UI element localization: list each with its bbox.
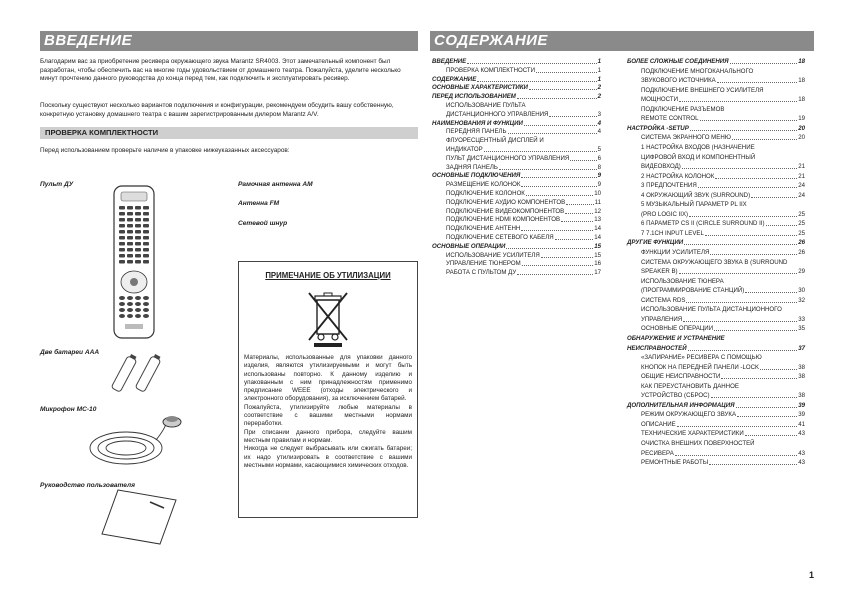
toc-entry[interactable] bbox=[446, 190, 601, 198]
toc-section-heading[interactable] bbox=[627, 239, 805, 247]
toc-leader-dots bbox=[737, 416, 797, 417]
toc-entry[interactable] bbox=[641, 373, 805, 381]
intro-paragraph-2: Поскольку существуют несколько вариантов подключения и конфигурации, рекомендуем обсудить вашу собственную, конкретную установку домашнего театра с вашим зарегистрированным дилером Marantz A/V. bbox=[40, 102, 394, 118]
toc-page-number: 20 bbox=[798, 134, 805, 142]
toc-entry-title: ДРУГИЕ ФУНКЦИИ bbox=[627, 239, 684, 247]
toc-page-number: 43 bbox=[798, 449, 805, 457]
accessory-remote-label: Пульт ДУ bbox=[40, 181, 74, 188]
toc-entry[interactable] bbox=[641, 316, 805, 324]
toc-leader-dots bbox=[686, 302, 797, 303]
toc-section-heading[interactable] bbox=[432, 84, 601, 92]
toc-entry[interactable]: КАК ПЕРЕУСТАНОВИТЬ ДАННОЕ bbox=[641, 382, 739, 390]
toc-entry-title: НЕИСПРАВНОСТЕЙ bbox=[627, 344, 687, 352]
toc-page-number: 8 bbox=[597, 163, 601, 171]
toc-leader-dots bbox=[477, 81, 596, 82]
intro-banner: ВВЕДЕНИЕ bbox=[40, 31, 418, 51]
toc-entry-title: ДОПОЛНИТЕЛЬНАЯ ИНФОРМАЦИЯ bbox=[627, 401, 735, 409]
toc-page-number: 30 bbox=[798, 287, 805, 295]
toc-leader-dots bbox=[698, 187, 797, 188]
toc-section-heading[interactable] bbox=[432, 76, 601, 84]
toc-leader-dots bbox=[721, 378, 797, 379]
toc-entry[interactable]: СИСТЕМА ОКРУЖАЮЩЕГО ЗВУКА В (SURROUND bbox=[641, 258, 788, 266]
toc-page-number: 12 bbox=[594, 207, 601, 215]
toc-leader-dots bbox=[561, 221, 593, 222]
toc-leader-dots bbox=[715, 178, 797, 179]
toc-entry[interactable]: ФЛУОРЕСЦЕНТНЫЙ ДИСПЛЕЙ И bbox=[446, 137, 544, 145]
toc-entry-title: ОСНОВНЫЕ ОПЕРАЦИИ bbox=[641, 325, 714, 333]
toc-leader-dots bbox=[732, 139, 797, 140]
toc-entry-title: ПОДКЛЮЧЕНИЕ ВИДЕОКОМПОНЕНТОВ bbox=[446, 207, 565, 215]
toc-leader-dots bbox=[522, 265, 594, 266]
toc-leader-dots bbox=[760, 369, 797, 370]
toc-page-number: 16 bbox=[594, 260, 601, 268]
toc-entry-title: ПОДКЛЮЧЕНИЕ АНТЕНН bbox=[446, 225, 521, 233]
toc-entry-title: УПРАВЛЕНИЕ ТЮНЕРОМ bbox=[446, 260, 521, 268]
disposal-note-text bbox=[244, 354, 412, 470]
toc-entry-title: ПОДКЛЮЧЕНИЕ СЕТЕВОГО КАБЕЛЯ bbox=[446, 234, 554, 241]
toc-page-number: 15 bbox=[594, 251, 601, 259]
toc-entry[interactable] bbox=[641, 287, 805, 295]
toc-page-number: 26 bbox=[798, 239, 805, 247]
toc-leader-dots bbox=[675, 455, 797, 456]
toc-entry-title: ОПИСАНИЕ bbox=[641, 420, 676, 428]
toc-entry-title: (ПРОГРАММИРОВАНИЕ СТАНЦИЙ) bbox=[641, 287, 745, 295]
toc-page-number: 43 bbox=[798, 459, 805, 467]
toc-page-number: 29 bbox=[798, 268, 805, 276]
toc-entry[interactable] bbox=[641, 411, 805, 419]
toc-entry[interactable] bbox=[641, 421, 805, 429]
accessory-cord-label: Сетевой шнур bbox=[238, 220, 288, 227]
toc-entry-title: ВВЕДЕНИЕ bbox=[432, 58, 467, 65]
toc-entry[interactable] bbox=[641, 430, 805, 438]
toc-leader-dots bbox=[751, 197, 797, 198]
toc-page-number: 14 bbox=[594, 225, 601, 233]
toc-entry-title: ФУНКЦИИ УСИЛИТЕЛЯ bbox=[641, 249, 710, 256]
toc-entry-title: ЗАДНЯЯ ПАНЕЛЬ bbox=[446, 163, 498, 171]
toc-leader-dots bbox=[536, 72, 597, 73]
toc-entry[interactable] bbox=[641, 392, 805, 400]
accessory-am-label: Рамочная антенна AM bbox=[238, 181, 313, 188]
toc-entry-title: ПЕРЕД ИСПОЛЬЗОВАНИЕМ bbox=[432, 93, 516, 101]
toc-page-number: 4 bbox=[597, 128, 601, 136]
toc-page-number: 43 bbox=[798, 430, 805, 438]
toc-entry-title: НАСТРОЙКА -SETUP bbox=[627, 124, 689, 132]
toc-section-heading[interactable] bbox=[627, 402, 805, 410]
toc-page-number: 21 bbox=[798, 172, 805, 180]
toc-page-number: 15 bbox=[594, 242, 601, 250]
check-heading: ПРОВЕРКА КОМПЛЕКТНОСТИ bbox=[40, 127, 418, 139]
toc-leader-dots bbox=[508, 133, 597, 134]
toc-page-number: 21 bbox=[798, 163, 805, 171]
toc-entry-title: ИНДИКАТОР bbox=[446, 146, 483, 153]
toc-entry-title: SPEAKER B) bbox=[641, 268, 678, 276]
toc-entry[interactable] bbox=[446, 234, 601, 242]
note-paragraph: При списании данного прибора, следуйте вашим местным правилам и нормам. bbox=[244, 428, 412, 444]
toc-leader-dots bbox=[688, 350, 798, 351]
toc-entry[interactable] bbox=[641, 325, 805, 333]
toc-entry[interactable] bbox=[446, 260, 601, 268]
toc-entry-title: СИСТЕМА RDS bbox=[641, 296, 686, 304]
note-paragraph: Пожалуйста, утилизируйте любые материалы в соответствие с вашими местными нормами переработки. bbox=[244, 403, 412, 428]
toc-page-number: 1 bbox=[597, 75, 601, 83]
toc-entry-title: РАБОТА С ПУЛЬТОМ ДУ bbox=[446, 269, 517, 277]
toc-entry-title: ПОДКЛЮЧЕНИЕ HDMI КОМПОНЕНТОВ bbox=[446, 216, 561, 224]
toc-leader-dots bbox=[679, 273, 798, 274]
toc-entry[interactable]: 1 НАСТРОЙКА ВХОДОВ (НАЗНАЧЕНИЕ bbox=[641, 143, 755, 151]
toc-page-number: 18 bbox=[798, 77, 805, 85]
toc-leader-dots bbox=[705, 235, 797, 236]
toc-page-number: 25 bbox=[798, 229, 805, 237]
toc-entry-title: ПРОВЕРКА КОМПЛЕКТНОСТИ bbox=[446, 66, 536, 74]
toc-leader-dots bbox=[565, 213, 593, 214]
toc-entry[interactable] bbox=[641, 459, 805, 467]
toc-page-number: 9 bbox=[597, 181, 601, 189]
toc-page-number: 10 bbox=[594, 190, 601, 197]
toc-section-heading[interactable] bbox=[432, 172, 601, 180]
toc-leader-dots bbox=[714, 330, 797, 331]
toc-entry[interactable] bbox=[641, 364, 805, 372]
toc-leader-dots bbox=[541, 257, 593, 258]
toc-entry-title: СИСТЕМА ЭКРАННОГО МЕНЮ bbox=[641, 134, 731, 142]
toc-entry[interactable] bbox=[446, 128, 601, 136]
toc-entry[interactable] bbox=[641, 220, 805, 228]
note-paragraph: Материалы, использованные для упаковки данного изделия, являются утилизируемыми и могут быть использованы повторно. К данному изделию и упакованным с ним принадлежностям применимо предписание WEEE (отходы электрического и электронного оборудования), за исключением батарей. bbox=[244, 354, 412, 403]
toc-leader-dots bbox=[677, 426, 798, 427]
toc-leader-dots bbox=[684, 244, 797, 245]
toc-entry[interactable]: 5 МУЗЫКАЛЬНЫЙ ПАРАМЕТР PL IIX bbox=[641, 201, 747, 209]
toc-leader-dots bbox=[555, 239, 594, 240]
toc-page-number: 18 bbox=[798, 58, 805, 65]
toc-entry[interactable] bbox=[641, 297, 805, 305]
toc-entry-title: БОЛЕЕ СЛОЖНЫЕ СОЕДИНЕНИЯ bbox=[627, 58, 729, 65]
toc-section-heading[interactable] bbox=[432, 120, 601, 128]
toc-page-number: 2 bbox=[597, 93, 601, 101]
toc-entry-title: РЕСИВЕРА bbox=[641, 449, 674, 457]
toc-entry-title: ДИСТАНЦИОННОГО УПРАВЛЕНИЯ bbox=[446, 110, 549, 118]
toc-entry-title: (PRO LOGIC IIX) bbox=[641, 210, 689, 218]
toc-entry-title: УСТРОЙСТВО (СБРОС) bbox=[641, 392, 710, 400]
toc-leader-dots bbox=[526, 195, 593, 196]
toc-entry-title: ТЕХНИЧЕСКИЕ ХАРАКТЕРИСТИКИ bbox=[641, 430, 744, 438]
toc-section-heading[interactable] bbox=[432, 93, 601, 101]
toc-section-heading[interactable] bbox=[627, 58, 805, 66]
toc-leader-dots bbox=[682, 168, 797, 169]
toc-entry[interactable] bbox=[446, 164, 601, 172]
toc-entry-title: МОЩНОСТИ bbox=[641, 96, 678, 104]
toc-entry-title: ИСПОЛЬЗОВАНИЕ УСИЛИТЕЛЯ bbox=[446, 251, 540, 259]
toc-entry-title: ОСНОВНЫЕ ОПЕРАЦИИ bbox=[432, 242, 506, 250]
toc-page-number: 5 bbox=[597, 146, 601, 153]
toc-entry-title: ОСНОВНЫЕ ХАРАКТЕРИСТИКИ bbox=[432, 84, 528, 92]
disposal-note-title: ПРИМЕЧАНИЕ ОБ УТИЛИЗАЦИИ bbox=[265, 271, 391, 280]
toc-leader-dots bbox=[529, 89, 597, 90]
toc-page-number: 6 bbox=[597, 154, 601, 162]
toc-leader-dots bbox=[467, 63, 596, 64]
toc-entry-title: 3 ПРЕДПОЧТЕНИЯ bbox=[641, 182, 697, 190]
toc-leader-dots bbox=[521, 230, 593, 231]
toc-entry[interactable]: ОЧИСТКА ВНЕШНИХ ПОВЕРХНОСТЕЙ bbox=[641, 440, 755, 447]
toc-entry[interactable]: ПОДКЛЮЧЕНИЕ МНОГОКАНАЛЬНОГО bbox=[641, 67, 754, 75]
toc-entry-title: ПУЛЬТ ДИСТАНЦИОННОГО УПРАВЛЕНИЯ bbox=[446, 154, 570, 162]
toc-page-number: 1 bbox=[597, 66, 601, 74]
toc-entry-title: ВИДЕОВХОД) bbox=[641, 163, 681, 171]
toc-section-heading[interactable] bbox=[432, 243, 601, 251]
microphone-illustration bbox=[86, 410, 186, 472]
weee-bin-icon bbox=[306, 290, 350, 348]
toc-entry-title: REMOTE CONTROL bbox=[641, 115, 699, 123]
toc-leader-dots bbox=[549, 116, 596, 117]
toc-page-number: 17 bbox=[594, 269, 601, 277]
toc-entry[interactable] bbox=[641, 163, 805, 171]
toc-entry[interactable] bbox=[641, 268, 805, 276]
accessory-mic-label: Микрофон MC-10 bbox=[40, 406, 97, 413]
toc-entry[interactable]: ИСПОЛЬЗОВАНИЕ ТЮНЕРА bbox=[641, 277, 724, 285]
toc-entry[interactable] bbox=[641, 77, 805, 85]
toc-page-number: 25 bbox=[798, 220, 805, 228]
toc-entry-title: СОДЕРЖАНИЕ bbox=[432, 75, 477, 83]
toc-page-number: 4 bbox=[597, 119, 601, 127]
toc-entry[interactable] bbox=[446, 67, 601, 75]
toc-leader-dots bbox=[521, 186, 596, 187]
toc-entry[interactable]: «ЗАПИРАНИЕ» РЕСИВЕРА С ПОМОЩЬЮ bbox=[641, 354, 762, 362]
toc-page-number: 38 bbox=[798, 392, 805, 400]
toc-page-number: 32 bbox=[798, 296, 805, 304]
toc-entry[interactable] bbox=[446, 216, 601, 224]
toc-leader-dots bbox=[499, 169, 597, 170]
toc-leader-dots bbox=[524, 125, 597, 126]
toc-section-heading[interactable] bbox=[432, 58, 601, 66]
toc-page-number: 24 bbox=[798, 191, 805, 199]
accessory-manual-label: Руководство пользователя bbox=[40, 482, 136, 489]
toc-page-number: 1 bbox=[597, 58, 601, 65]
intro-paragraph: Благодарим вас за приобретение ресивера окружающего звука Marantz SR4003. Этот замечательный компонент был разработан, чтобы обеспечить вас на многие годы удовольствием от домашнего театра. Пожалуйста, уделите несколько минут прочтению данного руководства до конца перед тем, как подключить и эксплуатировать ресивер. bbox=[40, 58, 401, 83]
toc-leader-dots bbox=[683, 321, 797, 322]
toc-entry-title: ОСНОВНЫЕ ПОДКЛЮЧЕНИЯ bbox=[432, 172, 521, 180]
toc-leader-dots bbox=[506, 248, 593, 249]
toc-leader-dots bbox=[736, 407, 798, 408]
toc-leader-dots bbox=[745, 435, 798, 436]
toc-entry-title: ЗВУКОВОГО ИСТОЧНИКА bbox=[641, 77, 716, 85]
toc-section-heading[interactable] bbox=[627, 125, 805, 133]
toc-leader-dots bbox=[711, 397, 798, 398]
toc-page-number: 13 bbox=[594, 216, 601, 224]
accessory-batteries-label: Две батареи AAA bbox=[40, 349, 100, 356]
note-paragraph: Никогда не следует выбрасывать или сжигать батареи; их надо утилизировать в соответствие с вашими местными нормами, касающимися химических отходов. bbox=[244, 445, 412, 469]
toc-leader-dots bbox=[570, 160, 596, 161]
toc-entry[interactable]: ПОДКЛЮЧЕНИЕ РАЗЪЕМОВ bbox=[641, 105, 725, 113]
toc-entry[interactable] bbox=[641, 173, 805, 181]
toc-leader-dots bbox=[521, 177, 596, 178]
toc-page-number: 9 bbox=[597, 172, 601, 180]
toc-page-number: 33 bbox=[798, 315, 805, 323]
toc-page-number: 38 bbox=[798, 363, 805, 371]
toc-page-number: 11 bbox=[594, 198, 601, 206]
disposal-note-box bbox=[238, 261, 418, 518]
toc-page-number: 39 bbox=[798, 401, 805, 409]
batteries-illustration bbox=[108, 352, 168, 396]
toc-entry-title: 2 НАСТРОЙКА КОЛОНОК bbox=[641, 172, 715, 180]
toc-entry-title: РАЗМЕЩЕНИЕ КОЛОНОК bbox=[446, 181, 521, 189]
toc-leader-dots bbox=[717, 82, 798, 83]
toc-entry[interactable] bbox=[641, 230, 805, 238]
toc-entry[interactable] bbox=[446, 269, 601, 277]
toc-leader-dots bbox=[766, 225, 798, 226]
toc-leader-dots bbox=[730, 63, 798, 64]
toc-page-number: 18 bbox=[798, 96, 805, 104]
toc-page-number: 38 bbox=[798, 373, 805, 381]
toc-entry-title: НАИМЕНОВАНИЯ И ФУНКЦИИ bbox=[432, 119, 523, 127]
remote-control-illustration bbox=[112, 184, 156, 340]
toc-leader-dots bbox=[710, 254, 797, 255]
toc-leader-dots bbox=[566, 204, 594, 205]
toc-entry[interactable] bbox=[446, 225, 601, 233]
toc-entry[interactable] bbox=[641, 96, 805, 104]
toc-entry[interactable] bbox=[641, 115, 805, 123]
toc-entry-title: ПЕРЕДНЯЯ ПАНЕЛЬ bbox=[446, 128, 507, 136]
toc-page-number: 41 bbox=[798, 420, 805, 428]
toc-page-number: 3 bbox=[597, 110, 601, 118]
toc-page-number: 14 bbox=[594, 234, 601, 241]
toc-entry[interactable]: ЦИФРОВОЙ ВХОД И КОМПОНЕНТНЫЙ bbox=[641, 153, 756, 161]
toc-entry[interactable] bbox=[641, 249, 805, 257]
toc-page-number: 39 bbox=[798, 411, 805, 419]
toc-banner: СОДЕРЖАНИЕ bbox=[430, 31, 814, 51]
accessory-fm-label: Антенна FM bbox=[238, 200, 280, 207]
toc-entry[interactable] bbox=[641, 192, 805, 200]
toc-entry-title: КНОПОК НА ПЕРЕДНЕЙ ПАНЕЛИ -LOCK bbox=[641, 363, 760, 371]
toc-entry[interactable] bbox=[446, 111, 601, 119]
toc-entry-title: ПОДКЛЮЧЕНИЕ АУДИО КОМПОНЕНТОВ bbox=[446, 198, 566, 206]
toc-entry[interactable] bbox=[446, 199, 601, 207]
toc-page-number: 37 bbox=[798, 344, 805, 352]
toc-leader-dots bbox=[517, 98, 597, 99]
toc-entry[interactable] bbox=[641, 134, 805, 142]
toc-entry[interactable]: ПОДКЛЮЧЕНИЕ ВНЕШНЕГО УСИЛИТЕЛЯ bbox=[641, 86, 764, 94]
toc-section-heading[interactable]: ОБНАРУЖЕНИЕ И УСТРАНЕНИЕ bbox=[627, 334, 725, 342]
toc-entry-title: 7 7.1CH INPUT LEVEL bbox=[641, 229, 704, 237]
toc-entry-title: 4 ОКРУЖАЮЩИЙ ЗВУК (SURROUND) bbox=[641, 191, 751, 199]
toc-entry[interactable] bbox=[446, 208, 601, 216]
toc-entry-title: ОБЩИЕ НЕИСПРАВНОСТИ bbox=[641, 373, 721, 381]
page-number: 1 bbox=[808, 570, 814, 580]
toc-entry-title: 6 ПАРАМЕТР CS II (CIRCLE SURROUND II) bbox=[641, 220, 765, 228]
manual-illustration bbox=[100, 488, 178, 546]
toc-entry[interactable] bbox=[446, 155, 601, 163]
toc-entry[interactable] bbox=[641, 211, 805, 219]
toc-page-number: 24 bbox=[798, 182, 805, 190]
toc-entry[interactable] bbox=[641, 450, 805, 458]
toc-entry[interactable]: ИСПОЛЬЗОВАНИЕ ПУЛЬТА bbox=[446, 102, 526, 109]
toc-entry[interactable]: ИСПОЛЬЗОВАНИЕ ПУЛЬТА ДИСТАНЦИОННОГО bbox=[641, 306, 782, 314]
toc-entry[interactable] bbox=[446, 181, 601, 189]
toc-page-number: 2 bbox=[597, 84, 601, 92]
toc-section-heading[interactable] bbox=[627, 345, 805, 353]
toc-leader-dots bbox=[745, 292, 797, 293]
toc-entry-title: РЕЖИМ ОКРУЖАЮЩЕГО ЗВУКА bbox=[641, 411, 737, 419]
toc-page-number: 25 bbox=[798, 210, 805, 218]
toc-page-number: 19 bbox=[798, 115, 805, 123]
toc-entry-title: УПРАВЛЕНИЯ bbox=[641, 315, 683, 323]
toc-entry-title: ПОДКЛЮЧЕНИЕ КОЛОНОК bbox=[446, 190, 525, 197]
toc-leader-dots bbox=[700, 120, 798, 121]
toc-leader-dots bbox=[690, 130, 797, 131]
toc-entry[interactable] bbox=[641, 182, 805, 190]
toc-entry[interactable] bbox=[446, 252, 601, 260]
toc-leader-dots bbox=[517, 274, 593, 275]
toc-leader-dots bbox=[679, 101, 797, 102]
toc-leader-dots bbox=[709, 464, 797, 465]
toc-leader-dots bbox=[689, 216, 797, 217]
check-text: Перед использованием проверьте наличие в упаковке нижеуказанных аксессуаров: bbox=[40, 147, 290, 154]
toc-leader-dots bbox=[484, 151, 597, 152]
toc-page-number: 26 bbox=[798, 249, 805, 256]
toc-entry[interactable] bbox=[446, 146, 601, 154]
toc-entry-title: РЕМОНТНЫЕ РАБОТЫ bbox=[641, 459, 709, 467]
toc-page-number: 20 bbox=[798, 124, 805, 132]
toc-page-number: 35 bbox=[798, 325, 805, 333]
